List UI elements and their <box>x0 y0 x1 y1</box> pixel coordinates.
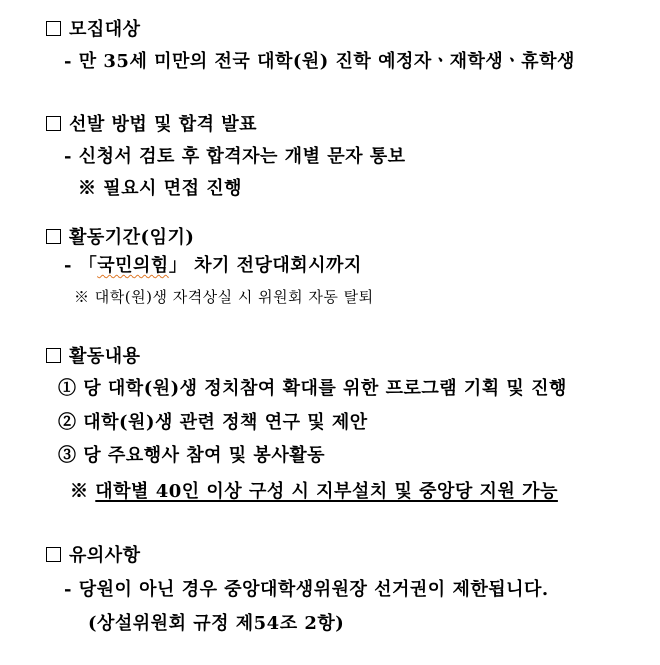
period-qualification-note: ※ 대학(원)생 자격상실 시 위원회 자동 탈퇴 <box>74 288 374 306</box>
activity-item-1: ① 당 대학(원)생 정치참여 확대를 위한 프로그램 기획 및 진행 <box>58 378 567 399</box>
note-mark: ※ <box>70 481 89 502</box>
period-suffix: 」 차기 전당대회시까지 <box>168 255 362 276</box>
activity-branch-note <box>70 480 558 504</box>
period-prefix: - 「 <box>64 255 98 276</box>
section-period-heading <box>46 226 194 250</box>
party-name: 국민의힘 <box>97 255 169 276</box>
section-notice-title: 유의사항 <box>69 545 141 566</box>
checkbox-square-icon <box>46 116 61 131</box>
notice-voting-text: - 당원이 아닌 경우 중앙대학생위원장 선거권이 제한됩니다. <box>64 579 549 600</box>
section-activity-heading <box>46 345 141 369</box>
recruit-target-text: - 만 35세 미만의 전국 대학(원) 진학 예정자ㆍ재학생ㆍ휴학생 <box>64 51 575 72</box>
section-notice-heading <box>46 544 141 568</box>
selection-interview-note: ※ 필요시 면접 진행 <box>78 178 243 199</box>
period-text <box>64 254 362 278</box>
section-selection-heading <box>46 113 257 137</box>
section-period-title: 활동기간(임기) <box>69 227 195 248</box>
checkbox-square-icon <box>46 547 61 562</box>
checkbox-square-icon <box>46 229 61 244</box>
section-activity-title: 활동내용 <box>69 346 141 367</box>
checkbox-square-icon <box>46 21 61 36</box>
notice-regulation-ref: (상설위원회 규정 제54조 2항) <box>88 613 345 634</box>
activity-item-3: ③ 당 주요행사 참여 및 봉사활동 <box>58 445 325 466</box>
branch-support-text: 대학별 40인 이상 구성 시 지부설치 및 중앙당 지원 가능 <box>95 481 558 502</box>
checkbox-square-icon <box>46 348 61 363</box>
section-recruit-title: 모집대상 <box>69 19 141 40</box>
selection-method-text: - 신청서 검토 후 합격자는 개별 문자 통보 <box>64 146 406 167</box>
section-recruit-heading <box>46 18 141 42</box>
activity-item-2: ② 대학(원)생 관련 정책 연구 및 제안 <box>58 412 368 433</box>
section-selection-title: 선발 방법 및 합격 발표 <box>69 114 258 135</box>
